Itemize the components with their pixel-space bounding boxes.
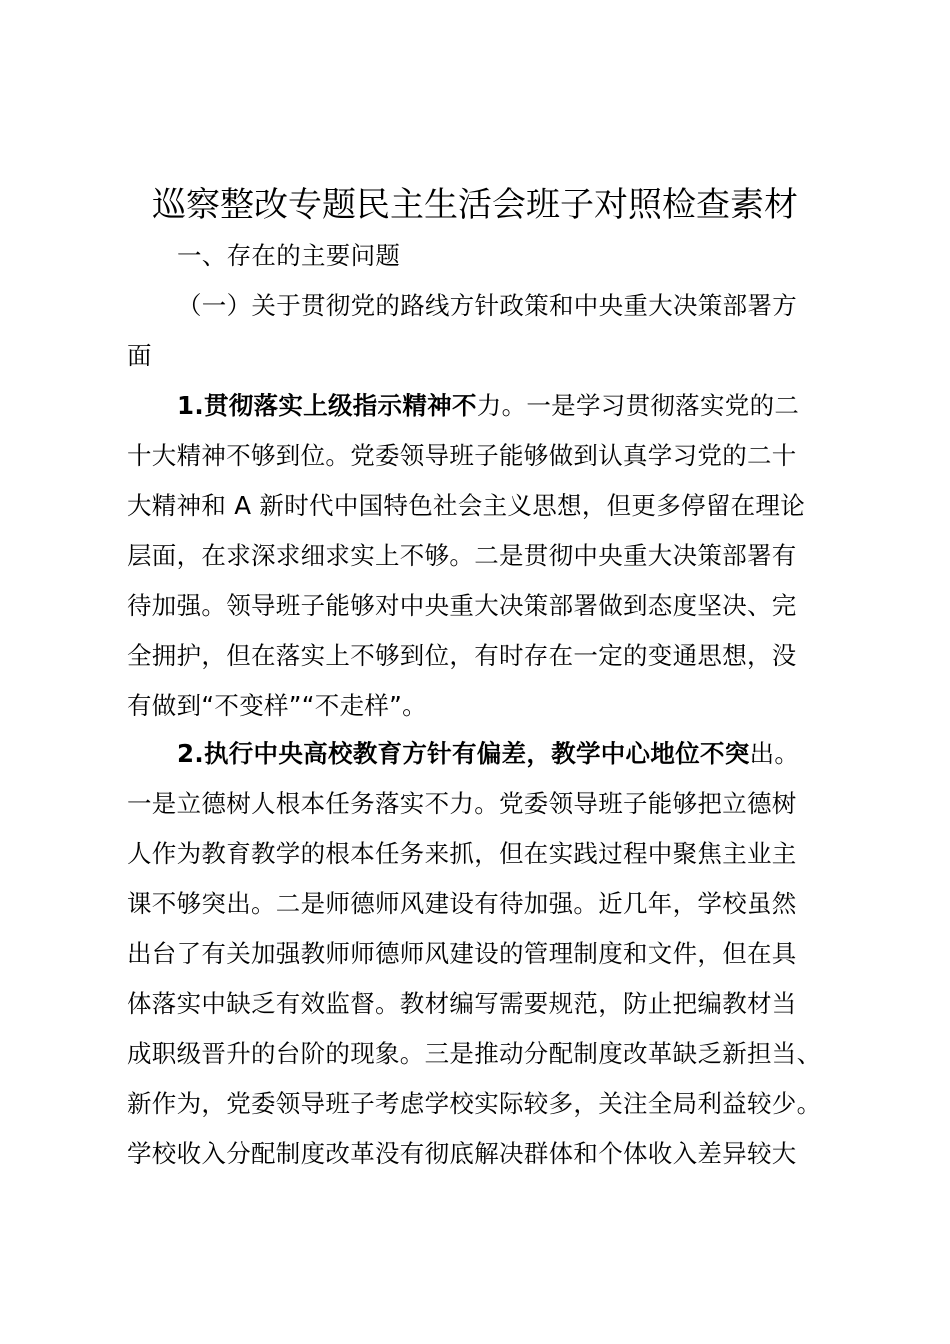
item2-bold-label: 2.执行中央高校教育方针有偏差，教学中心地位不突: [177, 739, 750, 768]
item2-line: 一是立德树人根本任务落实不力。党委领导班子能够把立德树: [127, 789, 797, 818]
item2-first-line-text: 出。: [749, 739, 800, 768]
item1-first-line-text: 力。一是学习贯彻落实党的二: [476, 391, 800, 420]
item1-bold-label: 1.贯彻落实上级指示精神不: [177, 391, 477, 420]
section-heading: 一、存在的主要问题: [177, 241, 401, 270]
item2-line: 人作为教育教学的根本任务来抓，但在实践过程中聚焦主业主: [127, 839, 797, 868]
item1-line: 有做到“不变样”“不走样”。: [127, 691, 427, 720]
item2-line: 学校收入分配制度改革没有彻底解决群体和个体收入差异较大: [127, 1139, 797, 1168]
item1-first-line: [177, 386, 887, 426]
item1-line: 全拥护，但在落实上不够到位，有时存在一定的变通思想，没: [127, 641, 797, 670]
document-title: 巡察整改专题民主生活会班子对照检查素材: [152, 185, 798, 225]
item2-first-line: [177, 734, 887, 774]
subsection-heading-line-2: 面: [127, 341, 152, 370]
item2-line: 新作为，党委领导班子考虑学校实际较多，关注全局利益较少。: [127, 1089, 822, 1118]
item2-line: 成职级晋升的台阶的现象。三是推动分配制度改革缺乏新担当、: [127, 1039, 822, 1068]
item2-line: 体落实中缺乏有效监督。教材编写需要规范，防止把编教材当: [127, 989, 797, 1018]
item1-line: 大精神和 A 新时代中国特色社会主义思想，但更多停留在理论: [127, 491, 806, 520]
subsection-heading-line-1: （一）关于贯彻党的路线方针政策和中央重大决策部署方: [177, 291, 797, 320]
item1-line: 待加强。领导班子能够对中央重大决策部署做到态度坚决、完: [127, 591, 797, 620]
item1-line: 十大精神不够到位。党委领导班子能够做到认真学习党的二十: [127, 441, 797, 470]
item2-line: 课不够突出。二是师德师风建设有待加强。近几年，学校虽然: [127, 889, 797, 918]
item1-line: 层面，在求深求细求实上不够。二是贯彻中央重大决策部署有: [127, 541, 797, 570]
item2-line: 出台了有关加强教师师德师风建设的管理制度和文件，但在具: [127, 939, 797, 968]
